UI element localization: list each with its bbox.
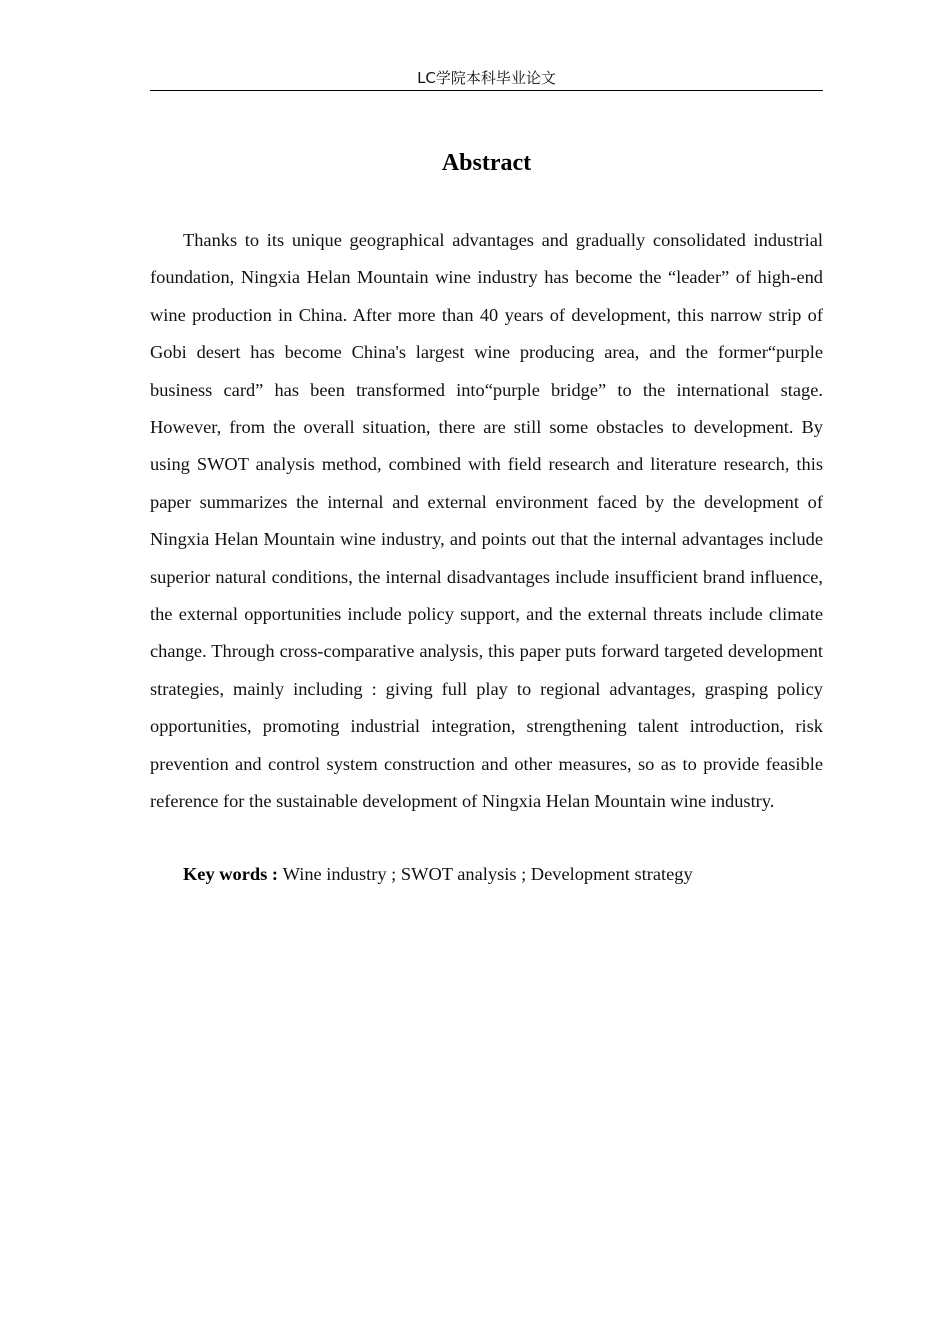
keywords-line [150, 856, 823, 893]
keywords-text: Wine industry ; SWOT analysis ; Development strategy [282, 864, 693, 884]
running-header [150, 69, 823, 91]
keywords-label: Key words : [183, 864, 283, 884]
abstract-paragraph: Thanks to its unique geographical advantages and gradually consolidated industrial foundation, Ningxia Helan Mountain wine industry has become the “leader” of high-end wine production in China. After more than 40 years of development, this narrow strip of Gobi desert has become China's largest wine producing area, and the former“purple business card” has been transformed into“purple bridge” to the international stage. However, from the overall situation, there are still some obstacles to development. By using SWOT analysis method, combined with field research and literature research, this paper summarizes the internal and external environment faced by the development of Ningxia Helan Mountain wine industry, and points out that the internal advantages include superior natural conditions, the internal disadvantages include insufficient brand influence, the external opportunities include policy support, and the external threats include climate change. Through cross-comparative analysis, this paper puts forward targeted development strategies, mainly including : giving full play to regional advantages, grasping policy opportunities, promoting industrial integration, strengthening talent introduction, risk prevention and control system construction and other measures, so as to provide feasible reference for the sustainable development of Ningxia Helan Mountain wine industry. [150, 230, 823, 812]
running-header-title: LC学院本科毕业论文 [417, 69, 556, 87]
abstract-heading: Abstract [441, 150, 532, 176]
